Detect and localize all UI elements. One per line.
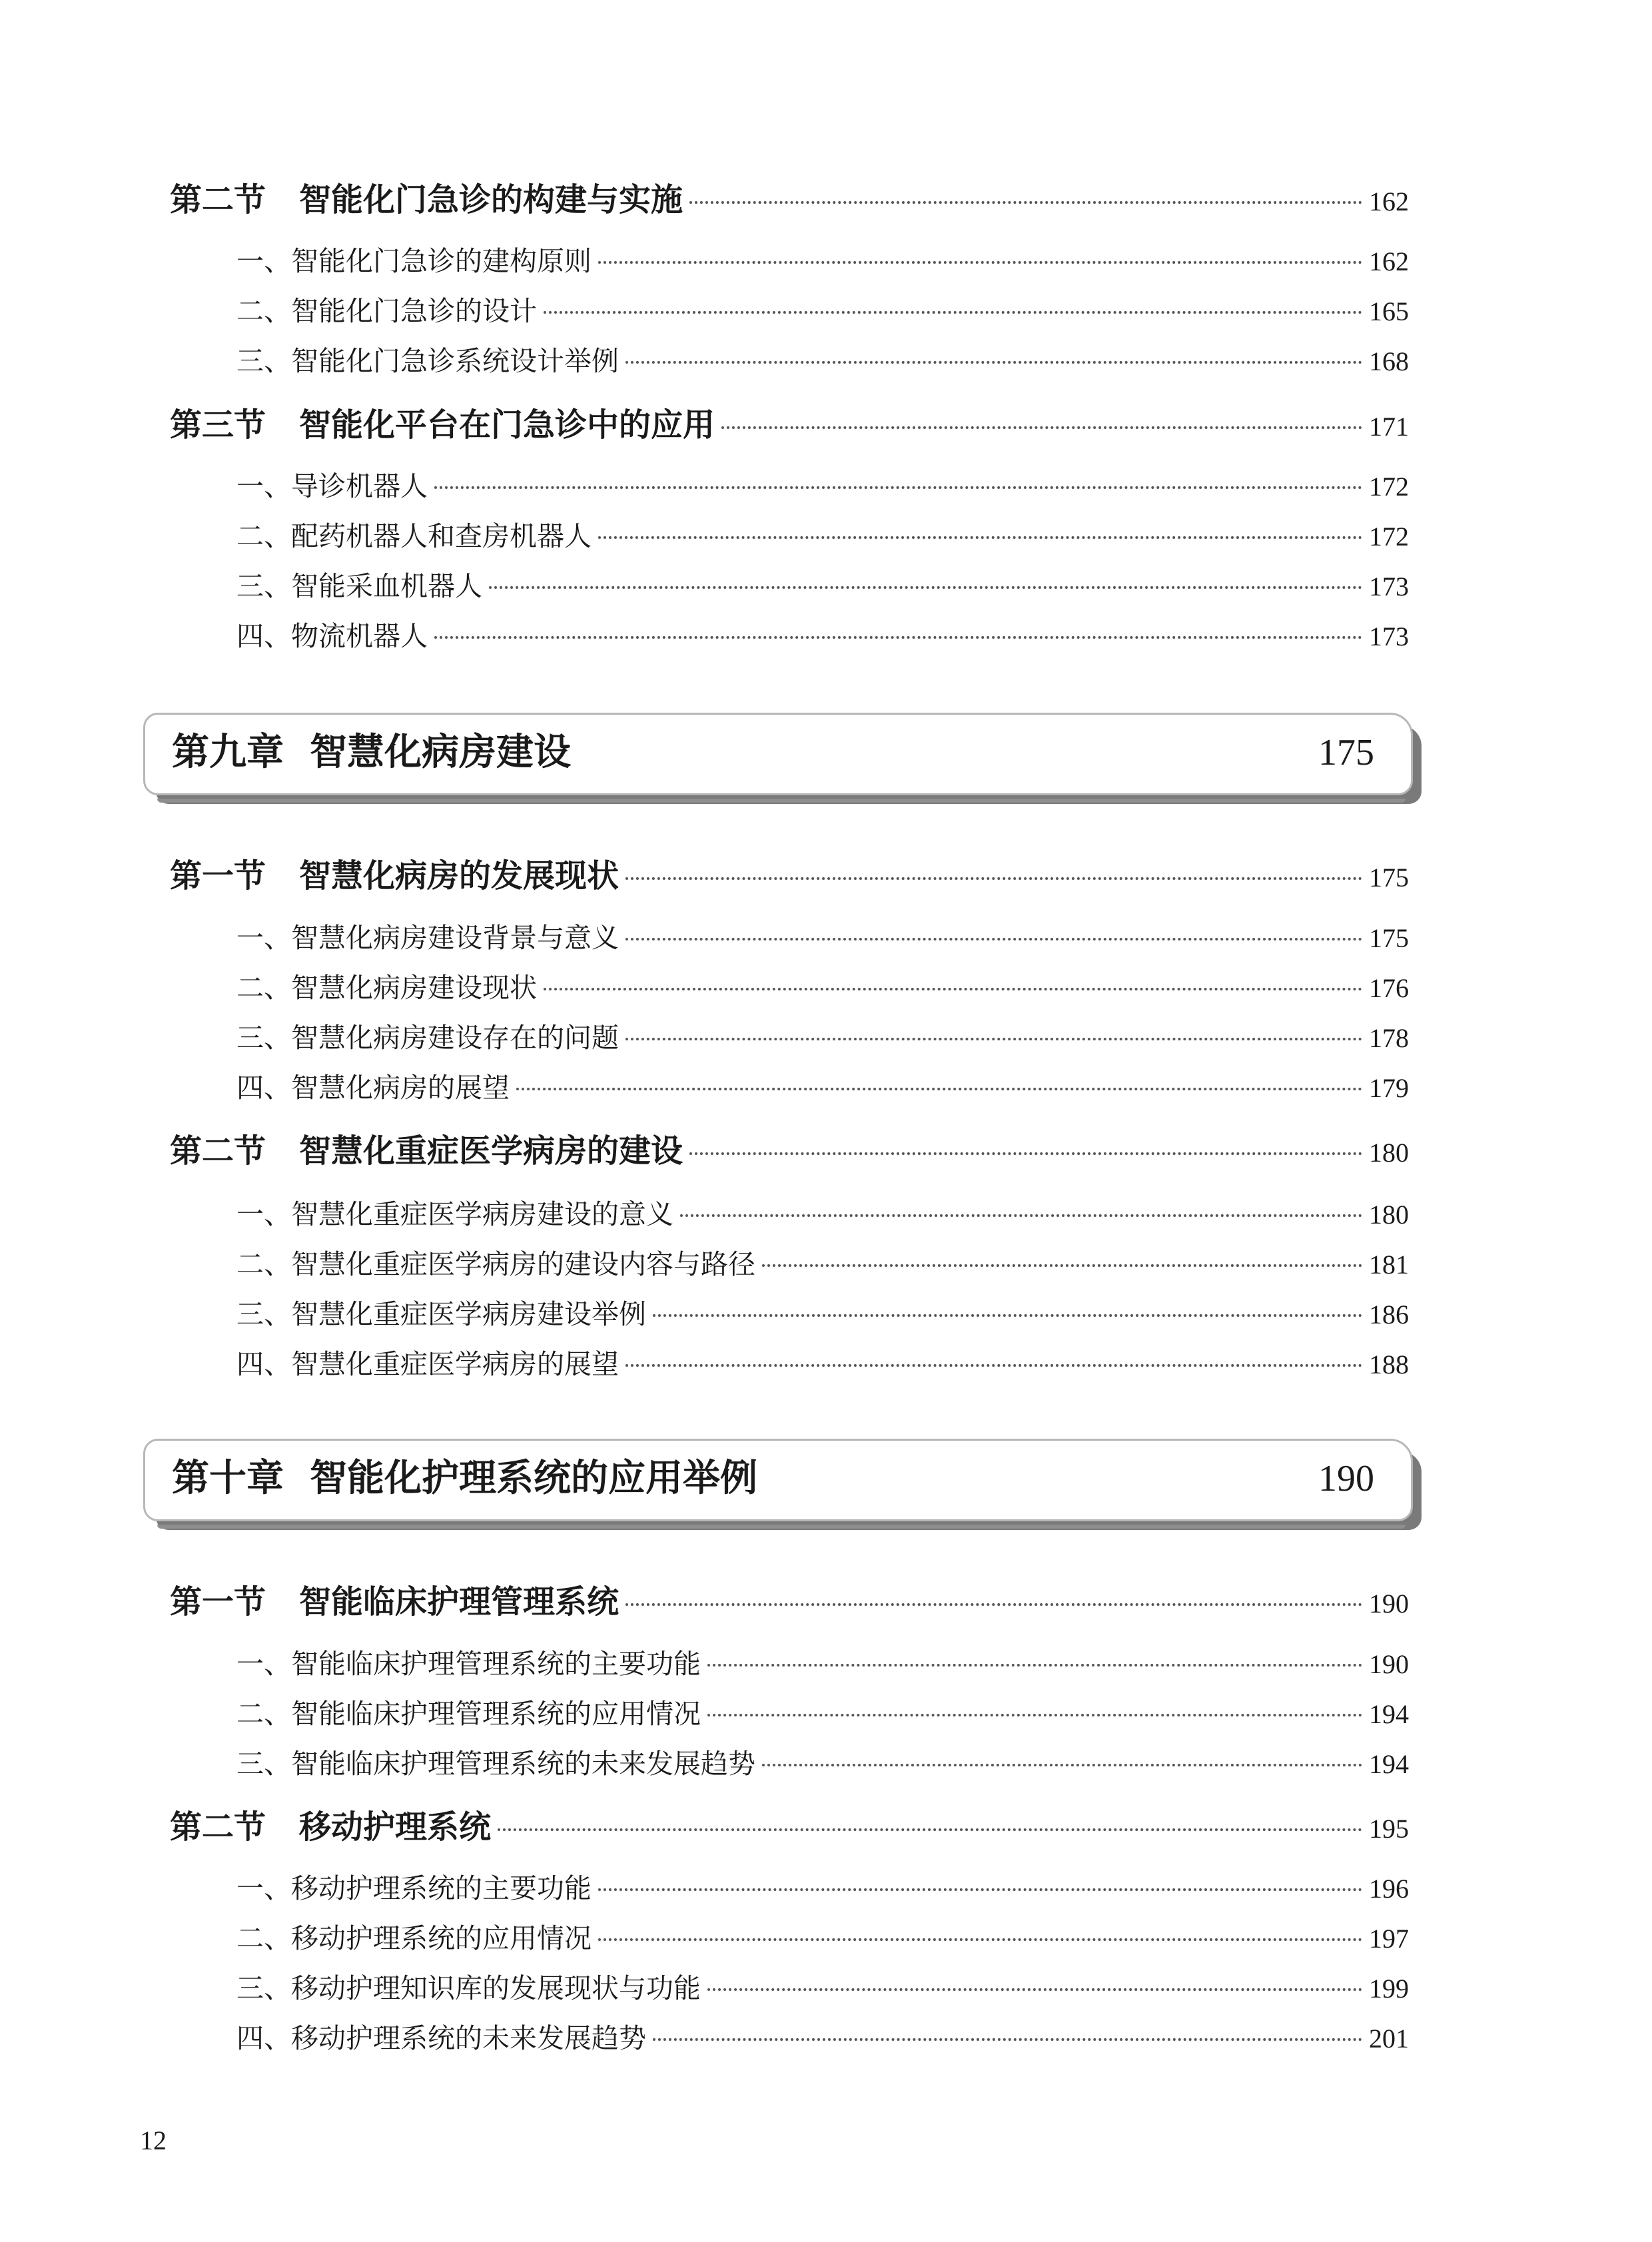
entry-page-number: 180 bbox=[1369, 1138, 1409, 1168]
entry-page-number: 180 bbox=[1369, 1200, 1409, 1230]
item-label: 二、智慧化病房建设现状 bbox=[236, 972, 537, 1004]
entry-page-number: 201 bbox=[1369, 2024, 1409, 2054]
item-label: 二、智能临床护理管理系统的应用情况 bbox=[236, 1698, 701, 1730]
section-label bbox=[170, 1582, 619, 1622]
toc-item-entry[interactable] bbox=[170, 516, 1409, 557]
toc-item-entry[interactable] bbox=[170, 1868, 1409, 1909]
dot-leader bbox=[598, 261, 1362, 264]
section-number: 第三节 bbox=[170, 406, 266, 444]
toc-item-entry[interactable] bbox=[170, 1644, 1409, 1684]
section-label bbox=[170, 405, 715, 445]
toc-item-entry[interactable] bbox=[170, 1968, 1409, 2009]
dot-leader bbox=[498, 1828, 1362, 1831]
section-number: 第二节 bbox=[170, 1132, 266, 1170]
chapter-number: 第九章 bbox=[172, 731, 284, 774]
chapter-title bbox=[172, 729, 571, 776]
entry-page-number: 190 bbox=[1369, 1589, 1409, 1619]
entry-page-number: 165 bbox=[1369, 296, 1409, 326]
toc-item-entry[interactable] bbox=[170, 291, 1409, 332]
item-label: 一、智能临床护理管理系统的主要功能 bbox=[236, 1648, 701, 1680]
toc-item-entry[interactable] bbox=[170, 1068, 1409, 1108]
section-label bbox=[170, 180, 683, 220]
dot-leader bbox=[653, 1314, 1362, 1317]
section-title: 智慧化病房的发展现状 bbox=[299, 857, 620, 895]
entry-page-number: 162 bbox=[1369, 246, 1409, 276]
item-label: 一、智能化门急诊的建构原则 bbox=[236, 245, 592, 277]
section-label bbox=[170, 1131, 683, 1171]
dot-leader bbox=[689, 1152, 1362, 1155]
toc-item-entry[interactable] bbox=[170, 1694, 1409, 1734]
dot-leader bbox=[762, 1264, 1362, 1267]
section-number: 第一节 bbox=[170, 857, 266, 895]
item-label: 二、智慧化重症医学病房的建设内容与路径 bbox=[236, 1248, 755, 1280]
entry-page-number: 168 bbox=[1369, 346, 1409, 376]
dot-leader bbox=[625, 938, 1362, 940]
entry-page-number: 173 bbox=[1369, 621, 1409, 651]
toc-item-entry[interactable] bbox=[170, 2018, 1409, 2059]
item-label: 四、智慧化重症医学病房的展望 bbox=[236, 1348, 619, 1380]
toc-item-entry[interactable] bbox=[170, 1344, 1409, 1385]
toc-item-entry[interactable] bbox=[170, 241, 1409, 282]
toc-item-entry[interactable] bbox=[170, 616, 1409, 657]
dot-leader bbox=[625, 877, 1362, 880]
item-label: 三、智能化门急诊系统设计举例 bbox=[236, 345, 619, 377]
entry-page-number: 196 bbox=[1369, 1874, 1409, 1904]
chapter-frame bbox=[143, 713, 1413, 795]
toc-item-entry[interactable] bbox=[170, 1018, 1409, 1058]
toc-section-entry[interactable] bbox=[170, 405, 1409, 447]
entry-page-number: 176 bbox=[1369, 973, 1409, 1003]
item-label: 三、智慧化病房建设存在的问题 bbox=[236, 1022, 619, 1054]
page-number: 12 bbox=[140, 2125, 167, 2155]
dot-leader bbox=[707, 1714, 1362, 1716]
entry-page-number: 173 bbox=[1369, 571, 1409, 601]
dot-leader bbox=[689, 201, 1362, 204]
item-label: 三、智能采血机器人 bbox=[236, 570, 482, 602]
chapter-title bbox=[172, 1455, 757, 1502]
entry-page-number: 181 bbox=[1369, 1250, 1409, 1280]
dot-leader bbox=[516, 1088, 1362, 1090]
entry-page-number: 188 bbox=[1369, 1349, 1409, 1379]
section-label bbox=[170, 1807, 491, 1847]
chapter-page-number: 190 bbox=[1318, 1458, 1374, 1499]
item-label: 一、移动护理系统的主要功能 bbox=[236, 1872, 592, 1904]
entry-page-number: 186 bbox=[1369, 1300, 1409, 1329]
chapter-title-text: 智慧化病房建设 bbox=[310, 731, 571, 774]
entry-page-number: 171 bbox=[1369, 412, 1409, 442]
entry-page-number: 194 bbox=[1369, 1749, 1409, 1779]
toc-section-entry[interactable] bbox=[170, 1807, 1409, 1849]
item-label: 二、智能化门急诊的设计 bbox=[236, 295, 537, 327]
item-label: 四、移动护理系统的未来发展趋势 bbox=[236, 2022, 646, 2054]
entry-page-number: 194 bbox=[1369, 1699, 1409, 1729]
section-label bbox=[170, 856, 619, 896]
dot-leader bbox=[544, 311, 1362, 314]
entry-page-number: 172 bbox=[1369, 522, 1409, 552]
dot-leader bbox=[434, 486, 1362, 489]
dot-leader bbox=[625, 1364, 1362, 1367]
dot-leader bbox=[489, 586, 1362, 589]
chapter-heading bbox=[143, 1439, 1426, 1532]
toc-item-entry[interactable] bbox=[170, 1244, 1409, 1285]
item-label: 二、移动护理系统的应用情况 bbox=[236, 1922, 592, 1954]
dot-leader bbox=[434, 636, 1362, 639]
dot-leader bbox=[625, 1038, 1362, 1040]
item-label: 三、智慧化重症医学病房建设举例 bbox=[236, 1298, 646, 1330]
entry-page-number: 178 bbox=[1369, 1023, 1409, 1053]
toc-section-entry[interactable] bbox=[170, 180, 1409, 222]
chapter-heading bbox=[143, 713, 1426, 806]
dot-leader bbox=[707, 1664, 1362, 1667]
entry-page-number: 197 bbox=[1369, 1924, 1409, 1954]
dot-leader bbox=[625, 361, 1362, 364]
chapter-page-number: 175 bbox=[1318, 732, 1374, 773]
item-label: 三、移动护理知识库的发展现状与功能 bbox=[236, 1972, 701, 2004]
entry-page-number: 195 bbox=[1369, 1814, 1409, 1844]
item-label: 一、智慧化病房建设背景与意义 bbox=[236, 922, 619, 954]
item-label: 二、配药机器人和查房机器人 bbox=[236, 520, 592, 552]
toc-item-entry[interactable] bbox=[170, 1918, 1409, 1959]
chapter-frame bbox=[143, 1439, 1413, 1521]
section-number: 第一节 bbox=[170, 1583, 266, 1621]
entry-page-number: 175 bbox=[1369, 923, 1409, 953]
toc-section-entry[interactable] bbox=[170, 856, 1409, 898]
section-title: 移动护理系统 bbox=[299, 1808, 492, 1846]
toc-item-entry[interactable] bbox=[170, 1194, 1409, 1235]
item-label: 一、智慧化重症医学病房建设的意义 bbox=[236, 1198, 673, 1230]
toc-item-entry[interactable] bbox=[170, 968, 1409, 1008]
dot-leader bbox=[653, 2038, 1362, 2041]
toc-item-entry[interactable] bbox=[170, 466, 1409, 507]
dot-leader bbox=[544, 988, 1362, 990]
section-number: 第二节 bbox=[170, 1808, 266, 1846]
dot-leader bbox=[707, 1988, 1362, 1991]
entry-page-number: 172 bbox=[1369, 472, 1409, 502]
entry-page-number: 199 bbox=[1369, 1974, 1409, 2004]
entry-page-number: 162 bbox=[1369, 187, 1409, 216]
toc-item-entry[interactable] bbox=[170, 566, 1409, 607]
item-label: 四、物流机器人 bbox=[236, 620, 428, 652]
dot-leader bbox=[598, 1938, 1362, 1941]
dot-leader bbox=[598, 536, 1362, 539]
item-label: 三、智能临床护理管理系统的未来发展趋势 bbox=[236, 1748, 755, 1780]
toc-item-entry[interactable] bbox=[170, 918, 1409, 958]
toc-item-entry[interactable] bbox=[170, 341, 1409, 382]
entry-page-number: 190 bbox=[1369, 1649, 1409, 1679]
toc-section-entry[interactable] bbox=[170, 1131, 1409, 1173]
dot-leader bbox=[625, 1603, 1362, 1606]
dot-leader bbox=[680, 1214, 1362, 1217]
dot-leader bbox=[598, 1888, 1362, 1891]
item-label: 一、导诊机器人 bbox=[236, 470, 428, 502]
section-title: 智能化门急诊的构建与实施 bbox=[299, 181, 683, 218]
section-title: 智能化平台在门急诊中的应用 bbox=[299, 406, 715, 444]
entry-page-number: 175 bbox=[1369, 863, 1409, 893]
entry-page-number: 179 bbox=[1369, 1073, 1409, 1103]
dot-leader bbox=[721, 426, 1362, 429]
toc-section-entry[interactable] bbox=[170, 1582, 1409, 1624]
toc-item-entry[interactable] bbox=[170, 1744, 1409, 1784]
chapter-title-text: 智能化护理系统的应用举例 bbox=[310, 1457, 757, 1500]
dot-leader bbox=[762, 1764, 1362, 1766]
item-label: 四、智慧化病房的展望 bbox=[236, 1072, 510, 1104]
section-number: 第二节 bbox=[170, 181, 266, 218]
section-title: 智能临床护理管理系统 bbox=[299, 1583, 620, 1621]
toc-item-entry[interactable] bbox=[170, 1294, 1409, 1335]
chapter-number: 第十章 bbox=[172, 1457, 284, 1500]
section-title: 智慧化重症医学病房的建设 bbox=[299, 1132, 683, 1170]
